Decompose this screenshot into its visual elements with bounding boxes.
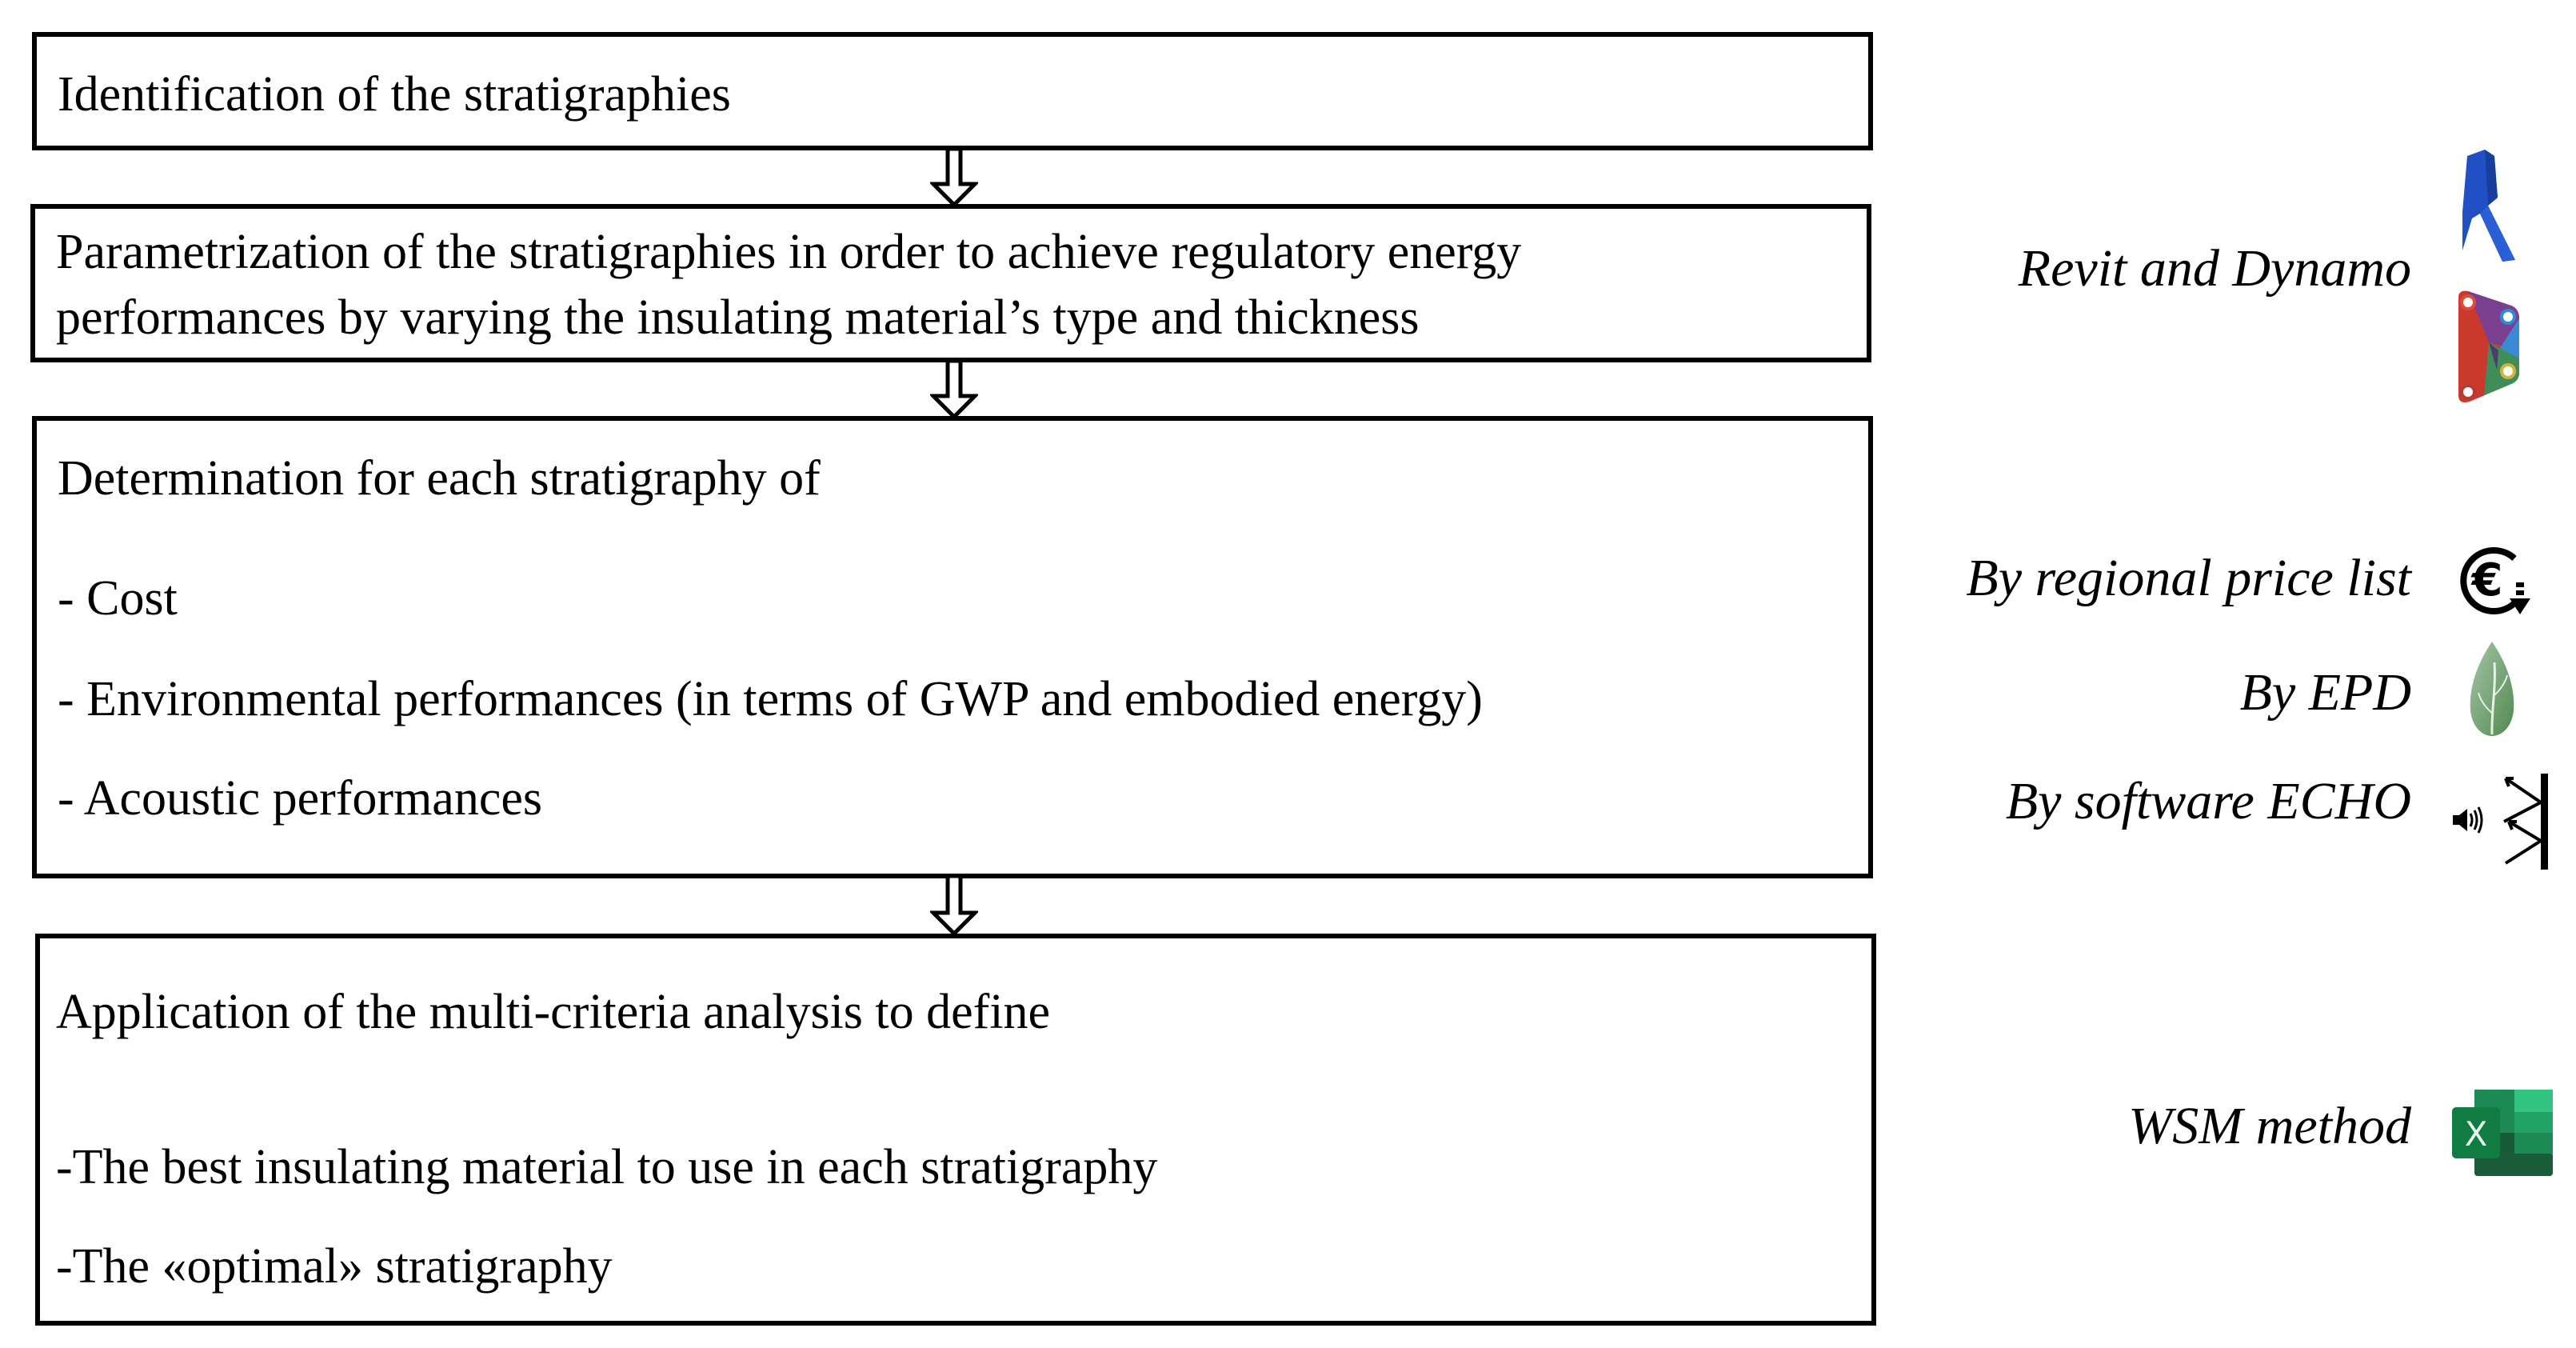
application-item-optimal-stratigraphy: -The «optimal» stratigraphy	[56, 1239, 613, 1294]
step-identification-text: Identification of the stratigraphies	[58, 67, 731, 122]
tool-label-revit-dynamo: Revit and Dynamo	[2018, 239, 2411, 298]
step-determination-title: Determination for each stratigraphy of	[58, 451, 821, 506]
application-item-best-material: -The best insulating material to use in each stratigraphy	[56, 1140, 1158, 1194]
determination-item-acoustic: - Acoustic performances	[58, 771, 542, 826]
tool-label-price-list: By regional price list	[1966, 549, 2411, 607]
tool-label-epd: By EPD	[2239, 663, 2411, 722]
determination-item-environmental: - Environmental performances (in terms of GWP and embodied energy)	[58, 672, 1483, 726]
step-parametrization-line2: performances by varying the insulating material’s type and thickness	[56, 290, 1420, 345]
leaf-icon	[2467, 640, 2517, 738]
step-identification-box	[32, 32, 1873, 150]
tool-label-echo: By software ECHO	[2005, 772, 2411, 830]
euro-price-down-icon	[2452, 538, 2532, 630]
step-parametrization-box	[30, 204, 1871, 362]
svg-text:X: X	[2464, 1114, 2488, 1154]
down-arrow-icon	[930, 876, 978, 935]
down-arrow-icon	[930, 149, 978, 206]
sound-echo-icon	[2443, 764, 2555, 876]
excel-logo-icon	[2450, 1088, 2556, 1178]
step-determination-box	[32, 416, 1873, 878]
tool-label-wsm: WSM method	[2128, 1097, 2411, 1155]
step-parametrization-line1-text: Parametrization of the stratigraphies in order to achieve regulatory energy	[56, 225, 1522, 279]
down-arrow-icon	[930, 361, 978, 418]
step-application-box	[35, 934, 1876, 1326]
dynamo-logo-icon	[2452, 286, 2524, 406]
svg-text:€: €	[2471, 554, 2503, 606]
revit-logo-icon	[2459, 148, 2523, 264]
step-parametrization-line1	[56, 218, 1828, 286]
step-application-title: Application of the multi-criteria analysis to define	[56, 985, 1051, 1039]
determination-item-cost: - Cost	[58, 571, 178, 626]
